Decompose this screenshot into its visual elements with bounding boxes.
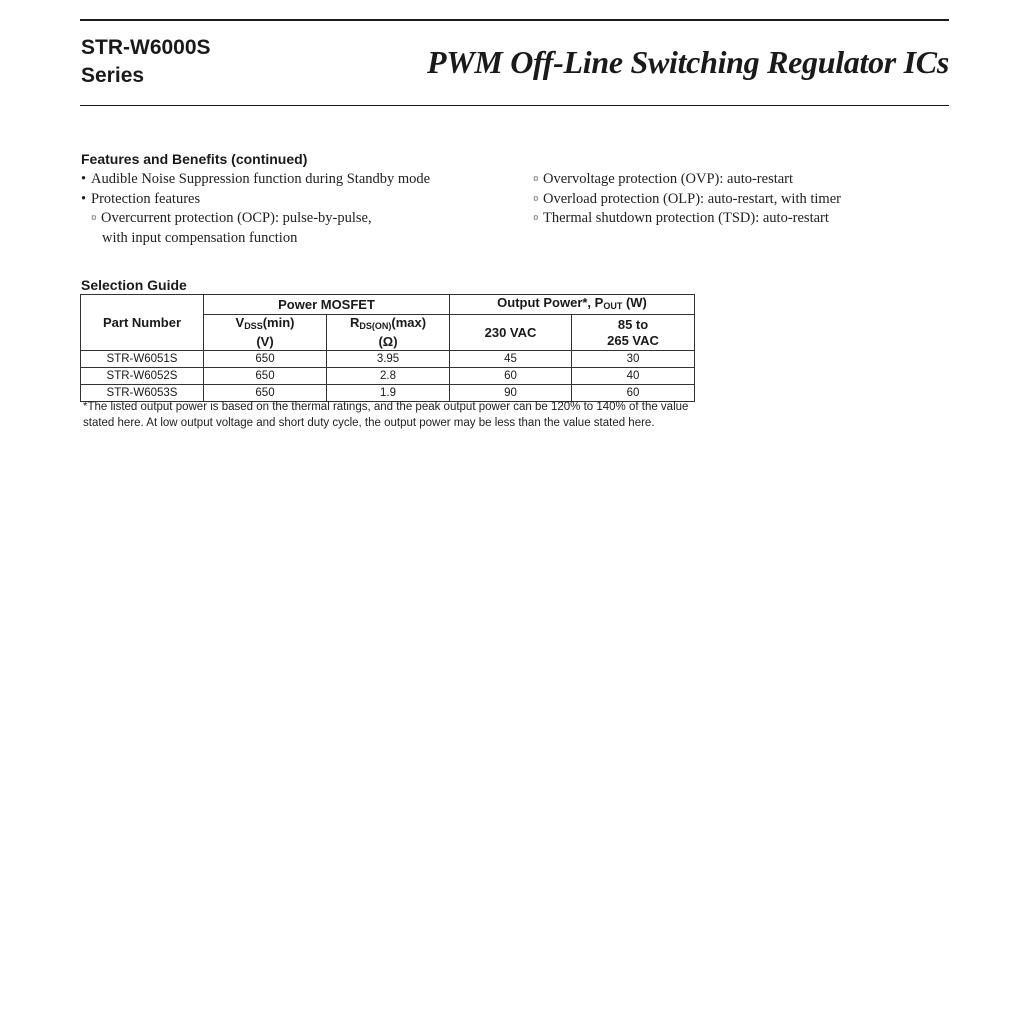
feature-item bbox=[81, 170, 430, 190]
cell-part: STR-W6053S bbox=[81, 385, 204, 402]
feature-subitem bbox=[533, 209, 841, 229]
feature-subitem bbox=[81, 209, 430, 229]
cell-p230: 90 bbox=[450, 385, 572, 402]
feature-text: Overvoltage protection (OVP): auto-restart bbox=[543, 171, 794, 187]
feature-subitem bbox=[533, 190, 841, 210]
feature-item bbox=[81, 190, 430, 210]
series-name bbox=[81, 34, 211, 90]
feature-subitem bbox=[533, 170, 841, 190]
feature-text: Overload protection (OLP): auto-restart, with timer bbox=[543, 190, 841, 207]
cell-vdss: 650 bbox=[204, 385, 327, 402]
table-header-row bbox=[81, 295, 695, 315]
cell-p230: 45 bbox=[450, 351, 572, 368]
cell-part: STR-W6051S bbox=[81, 351, 204, 368]
header-vdss: $V_{DSS}(\min)$ (V) bbox=[204, 315, 327, 351]
feature-text: Protection features bbox=[91, 190, 201, 207]
square-bullet-icon: ▫ bbox=[533, 190, 539, 207]
header-rule bbox=[80, 105, 949, 106]
square-bullet-icon: ▫ bbox=[533, 171, 539, 187]
bullet-icon: • bbox=[81, 171, 87, 187]
header-part-number: Part Number bbox=[81, 295, 204, 351]
series-part-number: STR-W6000S bbox=[81, 36, 211, 59]
table-row bbox=[81, 385, 695, 402]
square-bullet-icon: ▫ bbox=[533, 210, 539, 226]
table-footnote: *The listed output power is based on the thermal ratings, and the peak output power can be 120% to 140% of the value stated here. At low output voltage and short duty cycle, the output power may be less than the value stated here. bbox=[83, 401, 689, 429]
cell-part: STR-W6052S bbox=[81, 368, 204, 385]
header-output-power: Output Power*, $P_{OUT}$ (W) bbox=[450, 295, 695, 315]
top-rule bbox=[80, 19, 949, 21]
header-power-mosfet: Power MOSFET bbox=[204, 295, 450, 315]
cell-vdss: 650 bbox=[204, 351, 327, 368]
cell-p85: 30 bbox=[572, 351, 695, 368]
document-title: PWM Off-Line Switching Regulator ICs bbox=[426, 44, 949, 80]
features-list-left bbox=[81, 170, 430, 248]
cell-rdson: 3.95 bbox=[327, 351, 450, 368]
selection-guide-table bbox=[80, 294, 695, 402]
features-heading: Features and Benefits (continued) bbox=[81, 151, 308, 167]
series-label: Series bbox=[81, 64, 145, 87]
header-85-265vac: 85 to 265 VAC bbox=[572, 315, 695, 351]
features-list-right bbox=[533, 170, 841, 229]
selection-guide-heading: Selection Guide bbox=[81, 277, 187, 293]
cell-rdson: 2.8 bbox=[327, 368, 450, 385]
cell-p230: 60 bbox=[450, 368, 572, 385]
feature-subitem-continued bbox=[81, 229, 430, 249]
cell-rdson: 1.9 bbox=[327, 385, 450, 402]
table-row bbox=[81, 351, 695, 368]
feature-text: Audible Noise Suppression function during Standby mode bbox=[91, 171, 431, 187]
bullet-icon: • bbox=[81, 190, 87, 207]
header-rdson: $R_{DS(ON)}(\max)$ (Ω) bbox=[327, 315, 450, 351]
feature-text: Overcurrent protection (OCP): pulse-by-pulse, bbox=[101, 210, 372, 226]
cell-p85: 40 bbox=[572, 368, 695, 385]
square-bullet-icon: ▫ bbox=[91, 210, 97, 226]
feature-text: Thermal shutdown protection (TSD): auto-restart bbox=[543, 210, 829, 226]
feature-text: with input compensation function bbox=[102, 229, 298, 246]
table-row bbox=[81, 368, 695, 385]
cell-p85: 60 bbox=[572, 385, 695, 402]
cell-vdss: 650 bbox=[204, 368, 327, 385]
header-230vac: 230 VAC bbox=[450, 315, 572, 351]
